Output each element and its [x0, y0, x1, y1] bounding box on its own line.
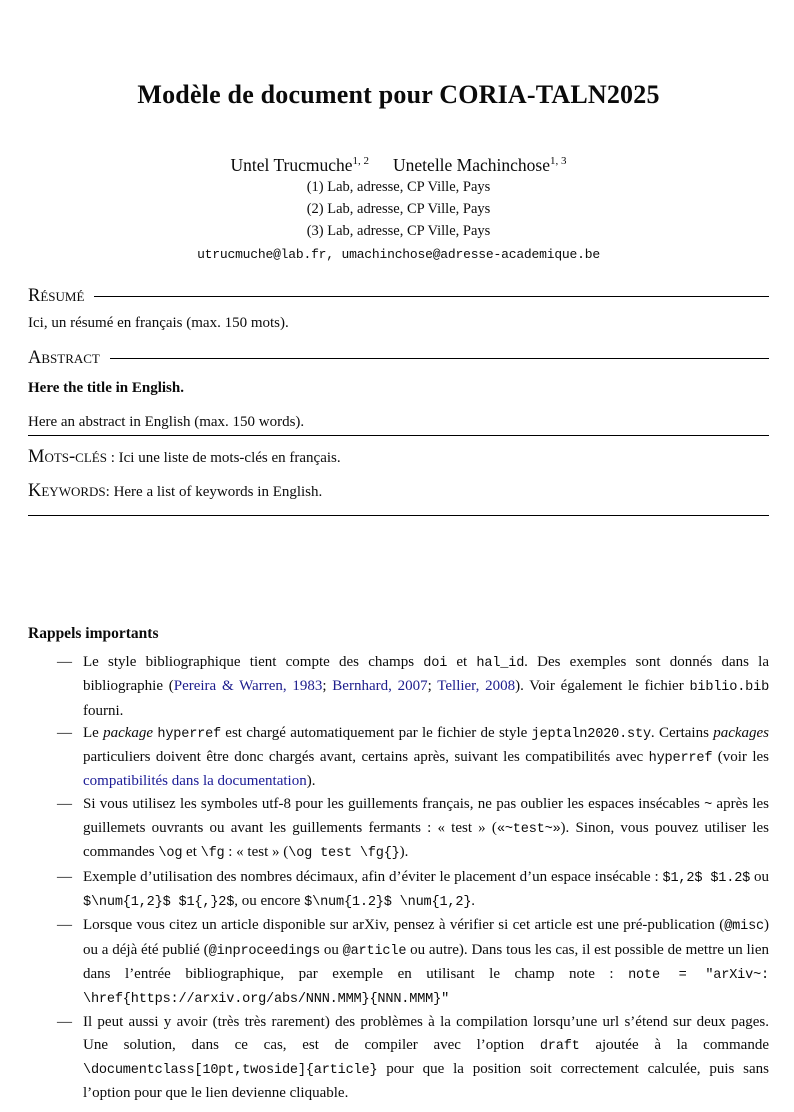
text-segment: doi: [423, 656, 448, 671]
keywords-line: [28, 481, 769, 516]
item-dash-marker: —: [57, 795, 72, 812]
keywords-separator: :: [105, 484, 114, 500]
text-segment: et: [182, 844, 201, 861]
keywords-label: Keywords: [28, 481, 106, 501]
item-dash-marker: —: [57, 917, 72, 934]
horizontal-rule: [110, 358, 769, 359]
document-page: [0, 80, 794, 1112]
text-segment: hyperref: [157, 726, 222, 742]
affiliation-line: (3) Lab, adresse, CP Ville, Pays: [306, 223, 491, 239]
motscles-text: Ici une liste de mots-clés en français.: [118, 450, 341, 466]
text-segment: Le style bibliographique tient compte des champs: [83, 654, 424, 670]
text-segment: ). Voir également le fichier: [515, 678, 690, 695]
abstract-label: Abstract: [28, 348, 100, 368]
text-segment: est chargé automatiquement par le fichier de style: [221, 724, 532, 741]
text-segment: \documentclass[10pt,twoside]{article}: [83, 1063, 378, 1079]
motscles-line: [28, 447, 769, 470]
text-segment: (voir les: [712, 749, 769, 766]
text-segment: : « test » (: [224, 844, 289, 861]
text-segment: , ou encore: [234, 892, 305, 909]
text-segment: Exemple d’utilisation des nombres décimaux, afin d’éviter le placement d’un espace insécable :: [83, 868, 663, 885]
text-segment: ;: [427, 678, 438, 695]
text-segment: packages: [713, 724, 770, 741]
text-segment: ;: [322, 678, 333, 695]
author-affiliation-sup: 1, 3: [549, 155, 567, 168]
text-segment: ) ou a déjà été publié (: [83, 917, 769, 958]
text-segment: hal_id: [476, 656, 525, 671]
text-segment: pour que la position soit correctement calculée, puis sans l’option pour que le lien devienne cliquable.: [83, 1061, 769, 1102]
author-1: [231, 154, 370, 176]
text-segment: ajoutée à la commande: [579, 1036, 769, 1053]
text-segment: @misc: [724, 919, 764, 935]
motscles-label: Mots-clés: [28, 447, 107, 467]
text-segment: «~test~»: [496, 822, 561, 838]
item-dash-marker: —: [57, 654, 72, 670]
abstract-section-header: [28, 348, 769, 369]
text-segment: @inproceedings: [208, 943, 321, 959]
text-segment: . Certains: [650, 724, 714, 741]
text-segment: Si vous utilisez les symboles utf-8 pour les guillements français, ne pas oublier les espaces insécables: [83, 795, 705, 812]
author-affiliation-sup: 1, 2: [352, 155, 370, 168]
text-segment: package: [103, 724, 154, 741]
item-dash-marker: —: [57, 724, 72, 741]
author-name: Untel Trucmuche: [230, 155, 353, 175]
list-item: [28, 793, 769, 866]
text-segment: fourni.: [83, 702, 124, 719]
english-title: Here the title in English.: [28, 380, 184, 396]
text-segment: \fg: [200, 846, 225, 862]
text-segment: ou: [320, 941, 343, 958]
text-segment: note = "arXiv~: \href{https://arxiv.org/abs/NNN.MMM}{NNN.MMM}": [83, 967, 769, 1008]
rappels-heading: Rappels importants: [28, 625, 159, 642]
text-segment: .: [471, 892, 476, 909]
text-segment: Le: [83, 724, 104, 741]
rappels-list: [28, 651, 769, 1105]
text-segment: $\num{1.2}$ \num{1,2}: [304, 894, 472, 910]
text-segment: @article: [342, 943, 407, 959]
affiliation-line: (2) Lab, adresse, CP Ville, Pays: [306, 201, 491, 217]
text-segment: particuliers doivent être donc chargés avant, certains après, suivant les compatibilités avec: [83, 749, 649, 766]
citation-link[interactable]: Bernhard, 2007: [332, 678, 428, 695]
affiliation-line: (1) Lab, adresse, CP Ville, Pays: [306, 179, 491, 195]
text-segment: ~: [704, 797, 713, 813]
text-segment: biblio.bib: [689, 680, 770, 696]
authors-line: [28, 154, 769, 176]
text-segment: $\num{1,2}$ $1{,}2$: [83, 894, 235, 910]
doc-link[interactable]: compatibilités dans la documentation: [83, 773, 307, 790]
text-segment: ). Sinon, vous pouvez utiliser les commandes: [83, 820, 769, 861]
text-segment: ).: [306, 773, 316, 790]
list-item: [28, 914, 769, 1011]
list-item: [28, 651, 769, 722]
text-segment: après les guillemets ouvrants ou avant les guillements fermants : « test » (: [83, 795, 769, 837]
text-segment: Il peut aussi y avoir (très très rarement) des problèmes à la compilation lorsqu’une url s’étend sur deux pages. Une solution, dans ce cas, est de compiler avec l’option: [83, 1014, 769, 1053]
resume-label: Résumé: [28, 286, 85, 306]
citation-link[interactable]: Tellier, 2008: [437, 678, 516, 695]
text-segment: \og: [158, 846, 183, 862]
page-title: Modèle de document pour CORIA-TALN2025: [137, 80, 660, 109]
text-segment: Lorsque vous citez un article disponible sur arXiv, pensez à vérifier si cet article est une pré-publication (: [83, 917, 725, 934]
resume-text: Ici, un résumé en français (max. 150 mots).: [28, 315, 289, 331]
text-segment: \og test \fg{}: [288, 846, 400, 862]
english-abstract-text: Here an abstract in English (max. 150 words).: [28, 413, 769, 436]
text-segment: ).: [399, 844, 409, 861]
keywords-text: Here a list of keywords in English.: [113, 484, 323, 500]
citation-link[interactable]: Pereira & Warren, 1983: [173, 678, 323, 695]
text-segment: . Des exemples sont donnés dans la bibliographie (: [83, 654, 770, 695]
text-segment: ou: [750, 868, 769, 885]
author-name: Unetelle Machinchose: [393, 155, 550, 175]
text-segment: jeptaln2020.sty: [531, 726, 651, 742]
list-item: [28, 1011, 769, 1104]
text-segment: et: [447, 654, 477, 670]
resume-section-header: [28, 286, 769, 307]
list-item: [28, 866, 769, 915]
item-dash-marker: —: [57, 1014, 72, 1031]
list-item: [28, 722, 769, 793]
horizontal-rule: [94, 296, 769, 297]
author-emails: utrucmuche@lab.fr, umachinchose@adresse-academique.be: [197, 247, 600, 262]
text-segment: hyperref: [648, 751, 713, 767]
author-2: [393, 154, 566, 176]
text-segment: ou autre). Dans tous les cas, il est possible de mettre un lien dans l’entrée bibliographique, par exemple en utilisant le champ note :: [83, 941, 769, 982]
item-dash-marker: —: [57, 868, 72, 885]
motscles-separator: :: [106, 450, 119, 466]
text-segment: draft: [539, 1038, 580, 1054]
text-segment: $1,2$ $1.2$: [662, 870, 751, 886]
